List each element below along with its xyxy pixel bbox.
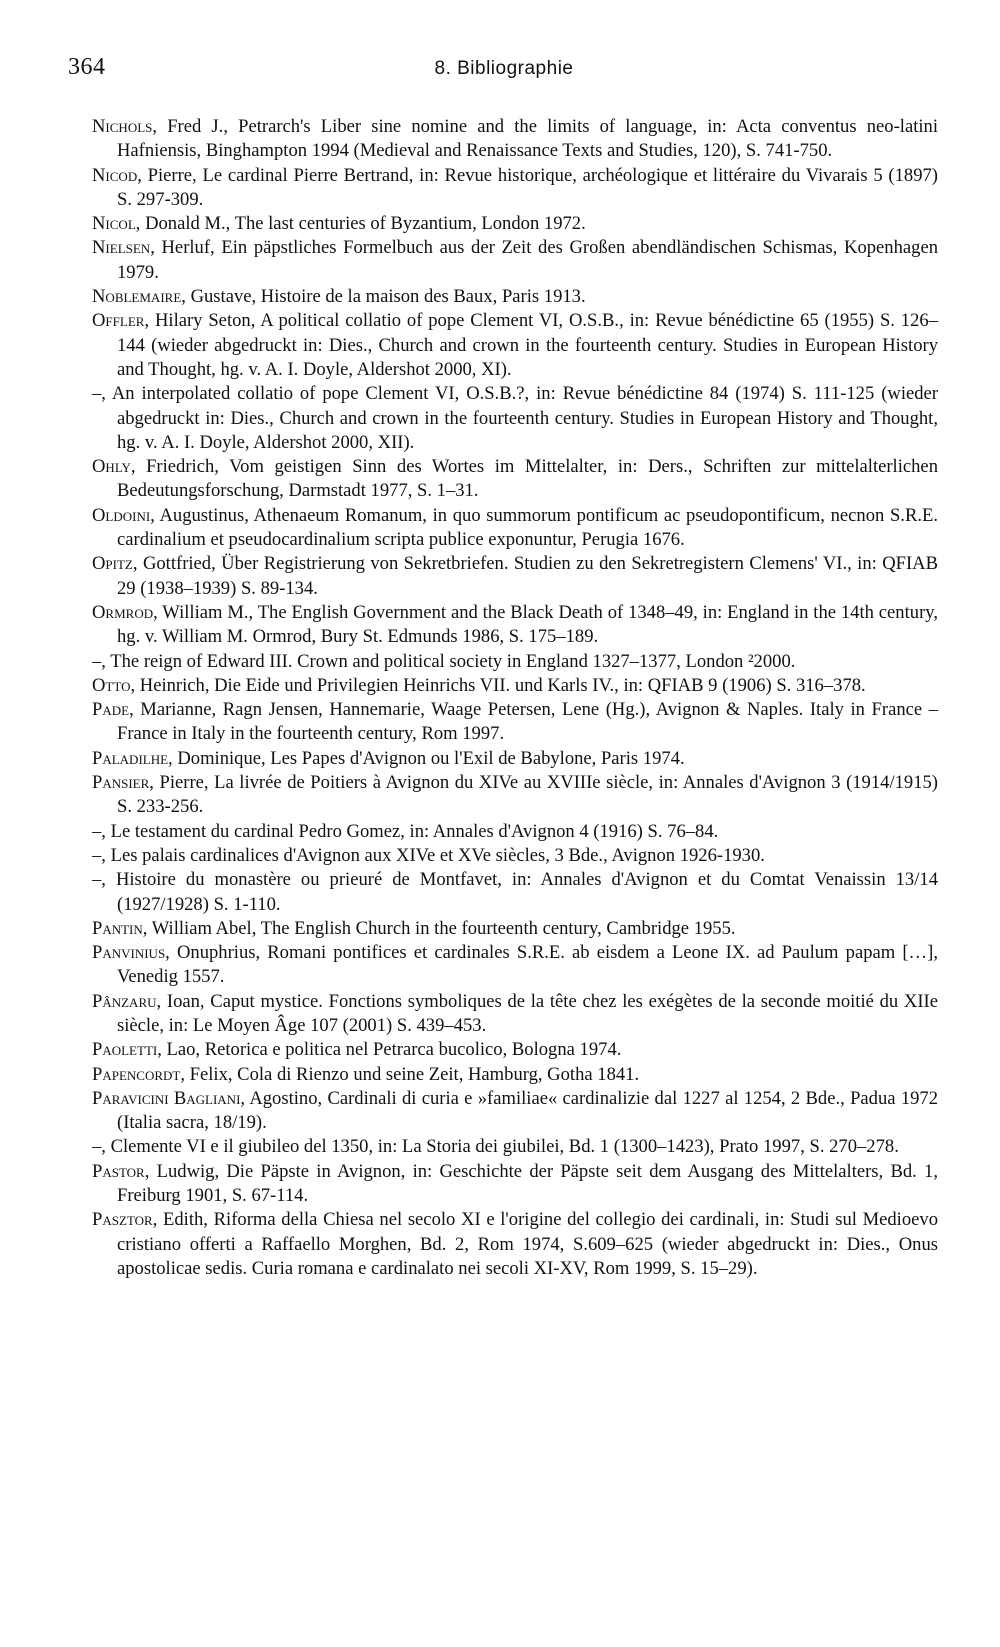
entry-author: Oldoini — [92, 504, 151, 526]
entry-author: Pansier — [92, 772, 150, 794]
bibliography-entry — [92, 674, 938, 698]
entry-author: Papencordt — [92, 1063, 181, 1085]
entry-text: , Hilary Seton, A political collatio of pope Clement VI, O.S.B., in: Revue bénédictine 65 (1955) S. 126–144 (wieder abgedruckt in: Dies., Church and crown in the fourteenth century. Studies in European History and Thought, hg. v. A. I. Doyle, Aldershot 2000, XI). — [117, 310, 938, 380]
entry-text: , Ioan, Caput mystice. Fonctions symboliques de la tête chez les exégètes de la seconde moitié du XIIe siècle, in: Le Moyen Âge 107 (2001) S. 439–453. — [117, 990, 938, 1036]
bibliography-entry — [92, 212, 938, 236]
bibliography-entry — [92, 455, 938, 504]
bibliography-entry — [92, 941, 938, 990]
bibliography-entry — [92, 820, 938, 844]
bibliography-entry — [92, 917, 938, 941]
entry-author: Opitz — [92, 553, 133, 575]
entry-text: , Felix, Cola di Rienzo und seine Zeit, Hamburg, Gotha 1841. — [180, 1063, 640, 1085]
bibliography-entry — [92, 285, 938, 309]
entry-author: Pânzaru — [92, 990, 157, 1012]
entry-author: Pasztor — [92, 1209, 153, 1231]
entry-text: –, Le testament du cardinal Pedro Gomez, in: Annales d'Avignon 4 (1916) S. 76–84. — [92, 820, 719, 842]
entry-author: Otto — [92, 674, 131, 696]
bibliography-entry — [92, 115, 938, 164]
bibliography-entry — [92, 844, 938, 868]
entry-text: , Agostino, Cardinali di curia e »familiae« cardinalizie dal 1227 al 1254, 2 Bde., Padua 1972 (Italia sacra, 18/19). — [117, 1087, 939, 1134]
entry-text: , Heinrich, Die Eide und Privilegien Heinrichs VII. und Karls IV., in: QFIAB 9 (1906) S. 316–378. — [130, 674, 866, 696]
bibliography-entry — [92, 504, 938, 553]
bibliography-entry — [92, 1208, 938, 1281]
bibliography-entry — [92, 1160, 938, 1209]
entry-text: , Augustinus, Athenaeum Romanum, in quo summorum pontificum ac pseudopontificum, necnon S.R.E. cardinalium et pseudocardinalium scripta publice exponuntur, Perugia 1676. — [117, 504, 938, 551]
bibliography-entry — [92, 1087, 938, 1136]
bibliography-entry — [92, 650, 938, 674]
entry-author: Nichols — [92, 116, 153, 137]
entry-author: Pade — [92, 699, 130, 721]
entry-text: , Onuphrius, Romani pontifices et cardinales S.R.E. ab eisdem a Leone IX. ad Paulum papam […], Venedig 1557. — [117, 942, 938, 988]
entry-author: Ormrod — [92, 601, 154, 623]
entry-author: Panvinius — [92, 942, 166, 964]
entry-text: , Gustave, Histoire de la maison des Baux, Paris 1913. — [181, 286, 586, 308]
bibliography-entry — [92, 552, 938, 601]
entry-text: , Pierre, La livrée de Poitiers à Avignon du XIVe au XVIIIe siècle, in: Annales d'Avignon 3 (1914/1915) S. 233-256. — [117, 772, 938, 818]
entry-text: –, Les palais cardinalices d'Avignon aux XIVe et XVe siècles, 3 Bde., Avignon 1926-1930. — [92, 844, 765, 866]
bibliography-entry — [92, 309, 938, 382]
entry-text: –, An interpolated collatio of pope Clement VI, O.S.B.?, in: Revue bénédictine 84 (1974) S. 111-125 (wieder abgedruckt in: Dies., Church and crown in the fourteenth century. Studies in European History and Thought, hg. v. A. I. Doyle, Aldershot 2000, XII). — [92, 383, 938, 453]
entry-text: , Fred J., Petrarch's Liber sine nomine and the limits of language, in: Acta conventus neo-latini Hafniensis, Binghampton 1994 (Medieval and Renaissance Texts and Studies, 120), S. 741-750. — [117, 116, 938, 162]
bibliography-entry — [92, 698, 938, 747]
entry-text: , Ludwig, Die Päpste in Avignon, in: Geschichte der Päpste seit dem Ausgang des Mittelalters, Bd. 1, Freiburg 1901, S. 67-114. — [117, 1160, 938, 1207]
entry-author: Paravicini Bagliani — [92, 1087, 241, 1109]
entry-author: Nicol — [92, 213, 136, 235]
section-title: 8. Bibliographie — [434, 58, 574, 79]
entry-text: –, Histoire du monastère ou prieuré de Montfavet, in: Annales d'Avignon et du Comtat Venaissin 13/14 (1927/1928) S. 1-110. — [92, 869, 938, 915]
entry-text: , Pierre, Le cardinal Pierre Bertrand, in: Revue historique, archéologique et littéraire du Vivarais 5 (1897) S. 297-309. — [117, 164, 938, 210]
bibliography-entry — [92, 1135, 938, 1159]
entry-text: , Herluf, Ein päpstliches Formelbuch aus der Zeit des Großen abendländischen Schismas, Kopenhagen 1979. — [117, 237, 938, 283]
bibliography-entry — [92, 771, 938, 820]
entry-author: Noblemaire — [92, 286, 182, 308]
bibliography-entry — [92, 747, 938, 771]
entry-text: , William M., The English Government and the Black Death of 1348–49, in: England in the 14th century, hg. v. William M. Ormrod, Bury St. Edmunds 1986, S. 175–189. — [117, 601, 938, 648]
page-number: 364 — [68, 54, 106, 80]
entry-text: , Gottfried, Über Registrierung von Sekretbriefen. Studien zu den Sekretregistern Clemens' VI., in: QFIAB 29 (1938–1939) S. 89-134. — [117, 553, 938, 599]
bibliography-entries — [92, 115, 938, 1281]
bibliography-entry — [92, 601, 938, 650]
entry-author: Nicod — [92, 164, 138, 186]
entry-text: , Edith, Riforma della Chiesa nel secolo XI e l'origine del collegio dei cardinali, in: Studi sul Medioevo cristiano offerti a Raffaello Morghen, Bd. 2, Rom 1974, S.609–625 (wieder abgedruckt in: Dies., Onus apostolicae sedis. Curia romana e cardinalato nei secoli XI-XV, Rom 1999, S. 15–29). — [117, 1209, 938, 1279]
bibliography-entry — [92, 1063, 938, 1087]
bibliography-entry — [92, 164, 938, 213]
entry-author: Paoletti — [92, 1039, 158, 1061]
entry-text: , Marianne, Ragn Jensen, Hannemarie, Waage Petersen, Lene (Hg.), Avignon & Naples. Italy in France – France in Italy in the fourteenth century, Rom 1997. — [117, 699, 938, 745]
entry-text: , Friedrich, Vom geistigen Sinn des Wortes im Mittelalter, in: Ders., Schriften zur mittelalterlichen Bedeutungsforschung, Darmstadt 1977, S. 1–31. — [117, 456, 938, 502]
entry-author: Paladilhe — [92, 747, 169, 769]
bibliography-entry — [92, 236, 938, 285]
entry-text: , Lao, Retorica e politica nel Petrarca bucolico, Bologna 1974. — [157, 1039, 622, 1061]
bibliography-entry — [92, 990, 938, 1039]
bibliography-entry — [92, 382, 938, 455]
entry-author: Nielsen — [92, 237, 151, 259]
entry-author: Offler — [92, 310, 145, 332]
entry-text: , Dominique, Les Papes d'Avignon ou l'Exil de Babylone, Paris 1974. — [168, 747, 685, 769]
entry-author: Pastor — [92, 1160, 145, 1182]
entry-text: –, The reign of Edward III. Crown and political society in England 1327–1377, London ²2000. — [92, 650, 796, 672]
entry-text: , Donald M., The last centuries of Byzantium, London 1972. — [135, 213, 586, 235]
entry-text: , William Abel, The English Church in the fourteenth century, Cambridge 1955. — [142, 917, 736, 939]
running-head — [68, 54, 940, 94]
entry-author: Ohly — [92, 456, 131, 478]
entry-text: –, Clemente VI e il giubileo del 1350, in: La Storia dei giubilei, Bd. 1 (1300–1423), Prato 1997, S. 270–278. — [92, 1136, 899, 1158]
entry-author: Pantin — [92, 917, 143, 939]
bibliography-entry — [92, 1038, 938, 1062]
bibliography-entry — [92, 868, 938, 917]
